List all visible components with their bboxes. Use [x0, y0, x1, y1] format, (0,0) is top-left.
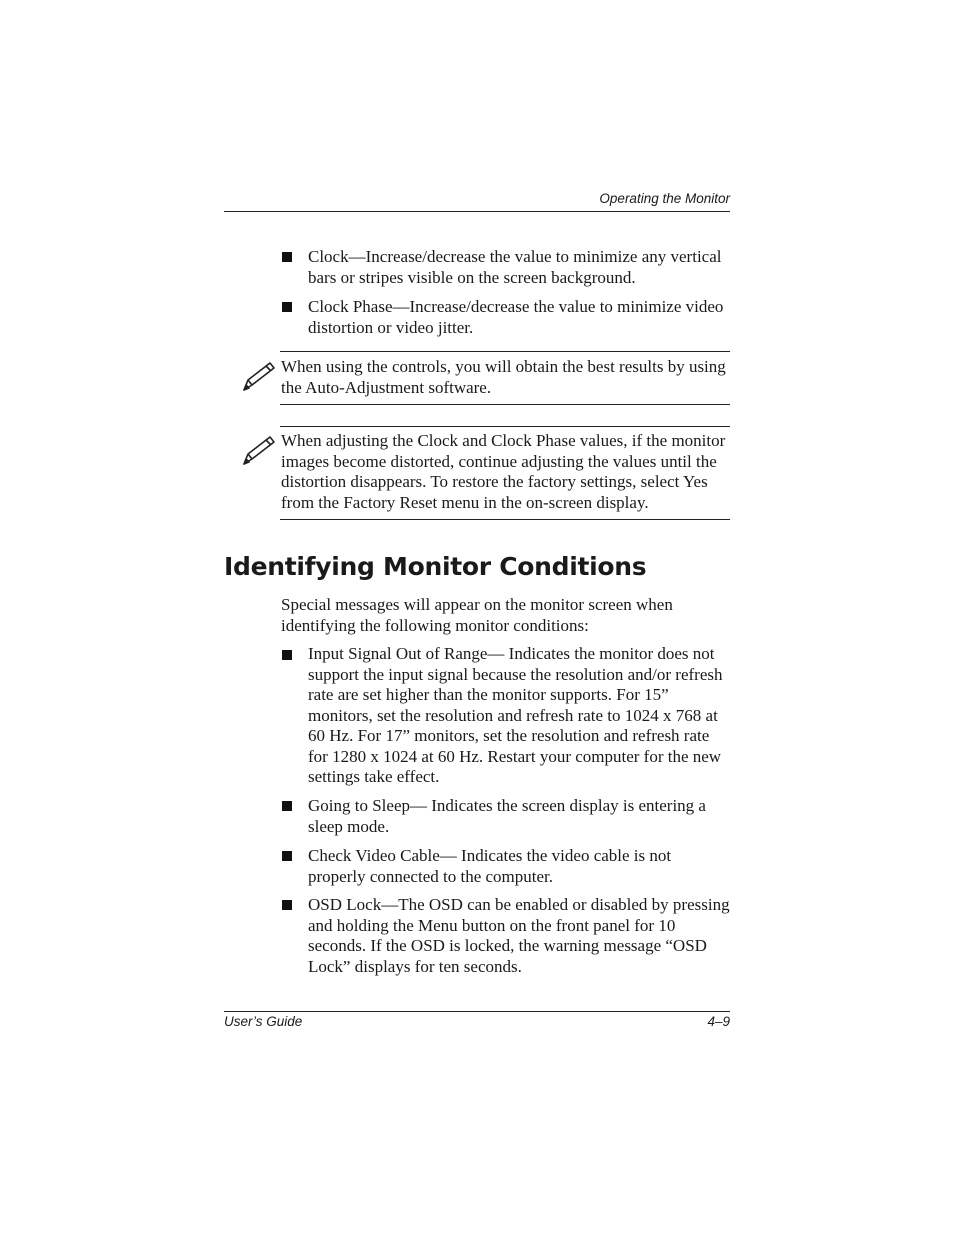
note-text: When using the controls, you will obtain the best results by using the Auto-Adjustment software.: [281, 357, 726, 397]
bullet-marker: [282, 851, 292, 861]
list-item: Check Video Cable— Indicates the video cable is not properly connected to the computer.: [308, 846, 672, 886]
bullet-marker: [282, 801, 292, 811]
bullet-marker: [282, 302, 292, 312]
list-item: OSD Lock—The OSD can be enabled or disabled by pressing and holding the Menu button on the front panel for 10 seconds. If the OSD is locked, the warning message “OSD Lock” displays for ten seconds.: [308, 895, 730, 976]
note-top-rule: [280, 426, 730, 427]
list-item: Clock Phase—Increase/decrease the value to minimize video distortion or video jitter.: [308, 297, 724, 337]
list-item: Going to Sleep— Indicates the screen display is entering a sleep mode.: [308, 796, 706, 836]
note-bottom-rule: [280, 404, 730, 405]
bullet-marker: [282, 650, 292, 660]
note-pencil-icon: [240, 434, 276, 468]
header-rule: [224, 211, 730, 212]
footer-rule: [224, 1011, 730, 1012]
note-pencil-icon: [240, 360, 276, 394]
bullet-marker: [282, 900, 292, 910]
note-text: When adjusting the Clock and Clock Phase values, if the monitor images become distorted, continue adjusting the values until the distortion disappears. To restore the factory settings, select Yes from the Factory Reset menu in the on-screen display.: [281, 431, 726, 512]
section-heading: Identifying Monitor Conditions: [224, 552, 647, 581]
note-bottom-rule: [280, 519, 730, 520]
note-top-rule: [280, 351, 730, 352]
footer-guide-name: User’s Guide: [224, 1014, 303, 1029]
running-header: Operating the Monitor: [599, 191, 730, 206]
list-item: Clock—Increase/decrease the value to minimize any vertical bars or stripes visible on the screen background.: [308, 247, 722, 287]
bullet-marker: [282, 252, 292, 262]
list-item: Input Signal Out of Range— Indicates the monitor does not support the input signal because the resolution and/or refresh rate are set higher than the monitor supports. For 15” monitors, set the resolution and refresh rate to 1024 x 768 at 60 Hz. For 17” monitors, set the resolution and refresh rate for 1280 x 1024 at 60 Hz. Restart your computer for the new settings take effect.: [308, 644, 723, 786]
footer-page-number: 4–9: [707, 1014, 730, 1029]
intro-paragraph: Special messages will appear on the monitor screen when identifying the following monitor conditions:: [281, 595, 673, 635]
